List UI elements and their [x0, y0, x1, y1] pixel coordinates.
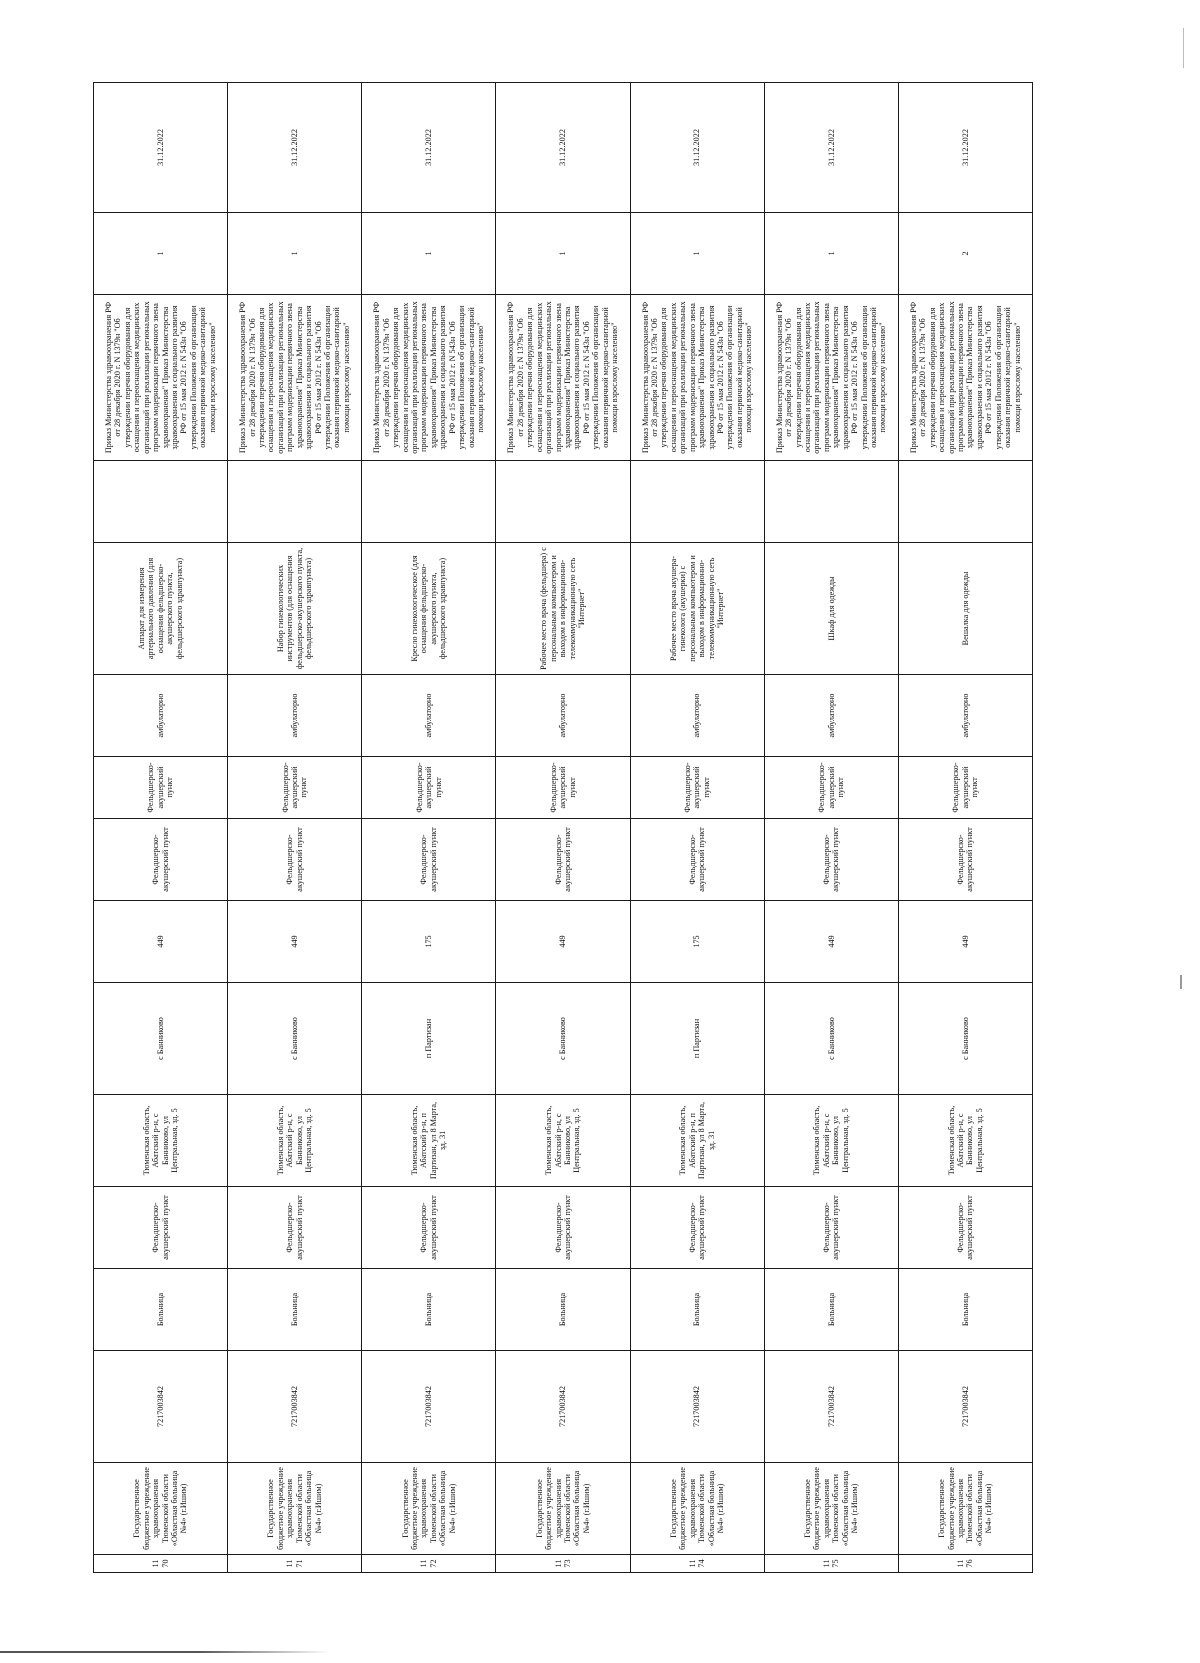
- organization-name: Государственное бюджетное учреждение здравоохранения Тюменской области «Областная больница №4» (г.Ишим): [362, 1463, 496, 1555]
- institution-type: Больница: [496, 1269, 630, 1351]
- equipment-quantity: 1: [362, 213, 496, 295]
- equipment-name: Рабочее место врача (фельдшера) с персональным компьютером и выходом в информационно-телекоммуникационную сеть "Интернет": [496, 543, 630, 675]
- extra-field: [362, 461, 496, 543]
- legal-basis: Приказ Министерства здравоохранения РФ от 28 декабря 2020 г. N 1379н "Об утверждении перечня оборудования для оснащения и переоснащения медицинских организаций при реализации региональных программ модернизации первичного звена здравоохранения" Приказ Министерства здравоохранения и социального развития РФ от 15 мая 2012 г. N 543н "Об утверждении Положения об организации оказания первичной медико-санитарной помощи взрослому населению": [228, 295, 362, 461]
- inn-code: 7217003842: [362, 1351, 496, 1463]
- equipment-quantity: 1: [496, 213, 630, 295]
- extra-field: [94, 461, 228, 543]
- facility-name: Фельдшерско-акушерский пункт: [630, 819, 764, 901]
- facility-type: Фельдшерско-акушерский пункт: [630, 757, 764, 819]
- care-form: амбулаторно: [630, 675, 764, 757]
- care-form: амбулаторно: [496, 675, 630, 757]
- facility-name: Фельдшерско-акушерский пункт: [362, 819, 496, 901]
- institution-type: Больница: [764, 1269, 898, 1351]
- deadline-date: 31.12.2022: [630, 83, 764, 213]
- facility-name: Фельдшерско-акушерский пункт: [496, 819, 630, 901]
- facility-address: Тюменская область, Абатский р-н, с Банниково, ул Центральная, зд. 5: [94, 1095, 228, 1187]
- table-row: [496, 83, 630, 1573]
- scan-edge-tick: [1180, 975, 1182, 989]
- extra-field: [630, 461, 764, 543]
- facility-type: Фельдшерско-акушерский пункт: [228, 757, 362, 819]
- facility-address: Тюменская область, Абатский р-н, п Партизан, ул 8 Марта, зд. 31: [362, 1095, 496, 1187]
- extra-field: [764, 461, 898, 543]
- deadline-date: 31.12.2022: [764, 83, 898, 213]
- equipment-quantity: 1: [228, 213, 362, 295]
- equipment-name: Шкаф для одежды: [764, 543, 898, 675]
- unit-name: Фельдшерско-акушерский пункт: [630, 1187, 764, 1269]
- deadline-date: 31.12.2022: [496, 83, 630, 213]
- unit-name: Фельдшерско-акушерский пункт: [362, 1187, 496, 1269]
- unit-name: Фельдшерско-акушерский пункт: [228, 1187, 362, 1269]
- organization-name: Государственное бюджетное учреждение здравоохранения Тюменской области «Областная больница №4» (г.Ишим): [94, 1463, 228, 1555]
- facility-address: Тюменская область, Абатский р-н, с Банниково, ул Центральная, зд. 5: [228, 1095, 362, 1187]
- scan-edge-mark: [1183, 28, 1184, 68]
- care-form: амбулаторно: [898, 675, 1032, 757]
- extra-field: [898, 461, 1032, 543]
- equipment-quantity: 2: [898, 213, 1032, 295]
- care-form: амбулаторно: [362, 675, 496, 757]
- equipment-name: Аппарат для измерения артериального давления (для оснащения фельдшерско-акушерского пункта, фельдшерского здравпункта): [94, 543, 228, 675]
- equipment-name: Вешалка для одежды: [898, 543, 1032, 675]
- equipment-quantity: 1: [630, 213, 764, 295]
- organization-name: Государственное бюджетное учреждение здравоохранения Тюменской области «Областная больница №4» (г.Ишим): [898, 1463, 1032, 1555]
- organization-name: Государственное бюджетное учреждение здравоохранения Тюменской области «Областная больница №4» (г.Ишим): [228, 1463, 362, 1555]
- population-count: 449: [228, 901, 362, 983]
- facility-address: Тюменская область, Абатский р-н, с Банниково, ул Центральная, зд. 5: [898, 1095, 1032, 1187]
- population-count: 449: [898, 901, 1032, 983]
- settlement-name: п Партизан: [362, 983, 496, 1095]
- row-number: 1174: [630, 1555, 764, 1573]
- row-number: 1171: [228, 1555, 362, 1573]
- institution-type: Больница: [362, 1269, 496, 1351]
- legal-basis: Приказ Министерства здравоохранения РФ от 28 декабря 2020 г. N 1379н "Об утверждении перечня оборудования для оснащения и переоснащения медицинских организаций при реализации региональных программ модернизации первичного звена здравоохранения" Приказ Министерства здравоохранения и социального развития РФ от 15 мая 2012 г. N 543н "Об утверждении Положения об организации оказания первичной медико-санитарной помощи взрослому населению": [496, 295, 630, 461]
- deadline-date: 31.12.2022: [362, 83, 496, 213]
- settlement-name: п Партизан: [630, 983, 764, 1095]
- population-count: 175: [630, 901, 764, 983]
- row-number: 1175: [764, 1555, 898, 1573]
- extra-field: [496, 461, 630, 543]
- institution-type: Больница: [228, 1269, 362, 1351]
- extra-field: [228, 461, 362, 543]
- settlement-name: с Банниково: [228, 983, 362, 1095]
- inn-code: 7217003842: [94, 1351, 228, 1463]
- institution-type: Больница: [630, 1269, 764, 1351]
- table-row: [898, 83, 1032, 1573]
- facility-name: Фельдшерско-акушерский пункт: [228, 819, 362, 901]
- facility-address: Тюменская область, Абатский р-н, с Банниково, ул Центральная, зд. 5: [496, 1095, 630, 1187]
- register-grid: [93, 82, 1033, 1573]
- table-row: [764, 83, 898, 1573]
- deadline-date: 31.12.2022: [228, 83, 362, 213]
- facility-address: Тюменская область, Абатский р-н, с Банниково, ул Центральная, зд. 5: [764, 1095, 898, 1187]
- organization-name: Государственное бюджетное учреждение здравоохранения Тюменской области «Областная больница №4» (г.Ишим): [764, 1463, 898, 1555]
- equipment-name: Набор гинекологических инструментов (для оснащения фельдшерско-акушерского пункта, фельдшерского здравпункта): [228, 543, 362, 675]
- care-form: амбулаторно: [94, 675, 228, 757]
- facility-name: Фельдшерско-акушерский пункт: [898, 819, 1032, 901]
- row-number: 1173: [496, 1555, 630, 1573]
- population-count: 449: [94, 901, 228, 983]
- equipment-name: Рабочее место врача акушера-гинеколога (акушерки) с персональным компьютером и выходом в информационно-телекоммуникационную сеть "Интернет": [630, 543, 764, 675]
- facility-type: Фельдшерско-акушерский пункт: [764, 757, 898, 819]
- row-number: 1172: [362, 1555, 496, 1573]
- organization-name: Государственное бюджетное учреждение здравоохранения Тюменской области «Областная больница №4» (г.Ишим): [630, 1463, 764, 1555]
- inn-code: 7217003842: [496, 1351, 630, 1463]
- facility-type: Фельдшерско-акушерский пункт: [496, 757, 630, 819]
- legal-basis: Приказ Министерства здравоохранения РФ от 28 декабря 2020 г. N 1379н "Об утверждении перечня оборудования для оснащения и переоснащения медицинских организаций при реализации региональных программ модернизации первичного звена здравоохранения" Приказ Министерства здравоохранения и социального развития РФ от 15 мая 2012 г. N 543н "Об утверждении Положения об организации оказания первичной медико-санитарной помощи взрослому населению": [362, 295, 496, 461]
- table-row: [94, 83, 228, 1573]
- legal-basis: Приказ Министерства здравоохранения РФ от 28 декабря 2020 г. N 1379н "Об утверждении перечня оборудования для оснащения и переоснащения медицинских организаций при реализации региональных программ модернизации первичного звена здравоохранения" Приказ Министерства здравоохранения и социального развития РФ от 15 мая 2012 г. N 543н "Об утверждении Положения об организации оказания первичной медико-санитарной помощи взрослому населению": [94, 295, 228, 461]
- inn-code: 7217003842: [764, 1351, 898, 1463]
- institution-type: Больница: [898, 1269, 1032, 1351]
- facility-name: Фельдшерско-акушерский пункт: [764, 819, 898, 901]
- settlement-name: с Банниково: [94, 983, 228, 1095]
- table-row: [630, 83, 764, 1573]
- settlement-name: с Банниково: [898, 983, 1032, 1095]
- deadline-date: 31.12.2022: [898, 83, 1032, 213]
- inn-code: 7217003842: [630, 1351, 764, 1463]
- equipment-name: Кресло гинекологическое (для оснащения фельдшерско-акушерского пункта, фельдшерского здравпункта): [362, 543, 496, 675]
- scan-bottom-edge: [0, 1651, 330, 1653]
- unit-name: Фельдшерско-акушерский пункт: [764, 1187, 898, 1269]
- unit-name: Фельдшерско-акушерский пункт: [496, 1187, 630, 1269]
- legal-basis: Приказ Министерства здравоохранения РФ от 28 декабря 2020 г. N 1379н "Об утверждении перечня оборудования для оснащения и переоснащения медицинских организаций при реализации региональных программ модернизации первичного звена здравоохранения" Приказ Министерства здравоохранения и социального развития РФ от 15 мая 2012 г. N 543н "Об утверждении Положения об организации оказания первичной медико-санитарной помощи взрослому населению": [764, 295, 898, 461]
- population-count: 449: [496, 901, 630, 983]
- legal-basis: Приказ Министерства здравоохранения РФ от 28 декабря 2020 г. N 1379н "Об утверждении перечня оборудования для оснащения и переоснащения медицинских организаций при реализации региональных программ модернизации первичного звена здравоохранения" Приказ Министерства здравоохранения и социального развития РФ от 15 мая 2012 г. N 543н "Об утверждении Положения об организации оказания первичной медико-санитарной помощи взрослому населению": [630, 295, 764, 461]
- settlement-name: с Банниково: [496, 983, 630, 1095]
- inn-code: 7217003842: [228, 1351, 362, 1463]
- table-row: [362, 83, 496, 1573]
- inn-code: 7217003842: [898, 1351, 1032, 1463]
- unit-name: Фельдшерско-акушерский пункт: [898, 1187, 1032, 1269]
- table-row: [228, 83, 362, 1573]
- facility-type: Фельдшерско-акушерский пункт: [94, 757, 228, 819]
- register-rows: [94, 83, 1033, 1573]
- equipment-quantity: 1: [94, 213, 228, 295]
- care-form: амбулаторно: [764, 675, 898, 757]
- organization-name: Государственное бюджетное учреждение здравоохранения Тюменской области «Областная больница №4» (г.Ишим): [496, 1463, 630, 1555]
- row-number: 1170: [94, 1555, 228, 1573]
- settlement-name: с Банниково: [764, 983, 898, 1095]
- rotated-table-container: [93, 105, 1033, 1573]
- population-count: 449: [764, 901, 898, 983]
- row-number: 1176: [898, 1555, 1032, 1573]
- facility-type: Фельдшерско-акушерский пункт: [898, 757, 1032, 819]
- care-form: амбулаторно: [228, 675, 362, 757]
- equipment-register-table: [93, 105, 1033, 1573]
- facility-address: Тюменская область, Абатский р-н, п Партизан, ул 8 Марта, зд. 31: [630, 1095, 764, 1187]
- equipment-quantity: 1: [764, 213, 898, 295]
- facility-name: Фельдшерско-акушерский пункт: [94, 819, 228, 901]
- population-count: 175: [362, 901, 496, 983]
- legal-basis: Приказ Министерства здравоохранения РФ от 28 декабря 2020 г. N 1379н "Об утверждении перечня оборудования для оснащения и переоснащения медицинских организаций при реализации региональных программ модернизации первичного звена здравоохранения" Приказ Министерства здравоохранения и социального развития РФ от 15 мая 2012 г. N 543н "Об утверждении Положения об организации оказания первичной медико-санитарной помощи взрослому населению": [898, 295, 1032, 461]
- institution-type: Больница: [94, 1269, 228, 1351]
- deadline-date: 31.12.2022: [94, 83, 228, 213]
- unit-name: Фельдшерско-акушерский пункт: [94, 1187, 228, 1269]
- facility-type: Фельдшерско-акушерский пункт: [362, 757, 496, 819]
